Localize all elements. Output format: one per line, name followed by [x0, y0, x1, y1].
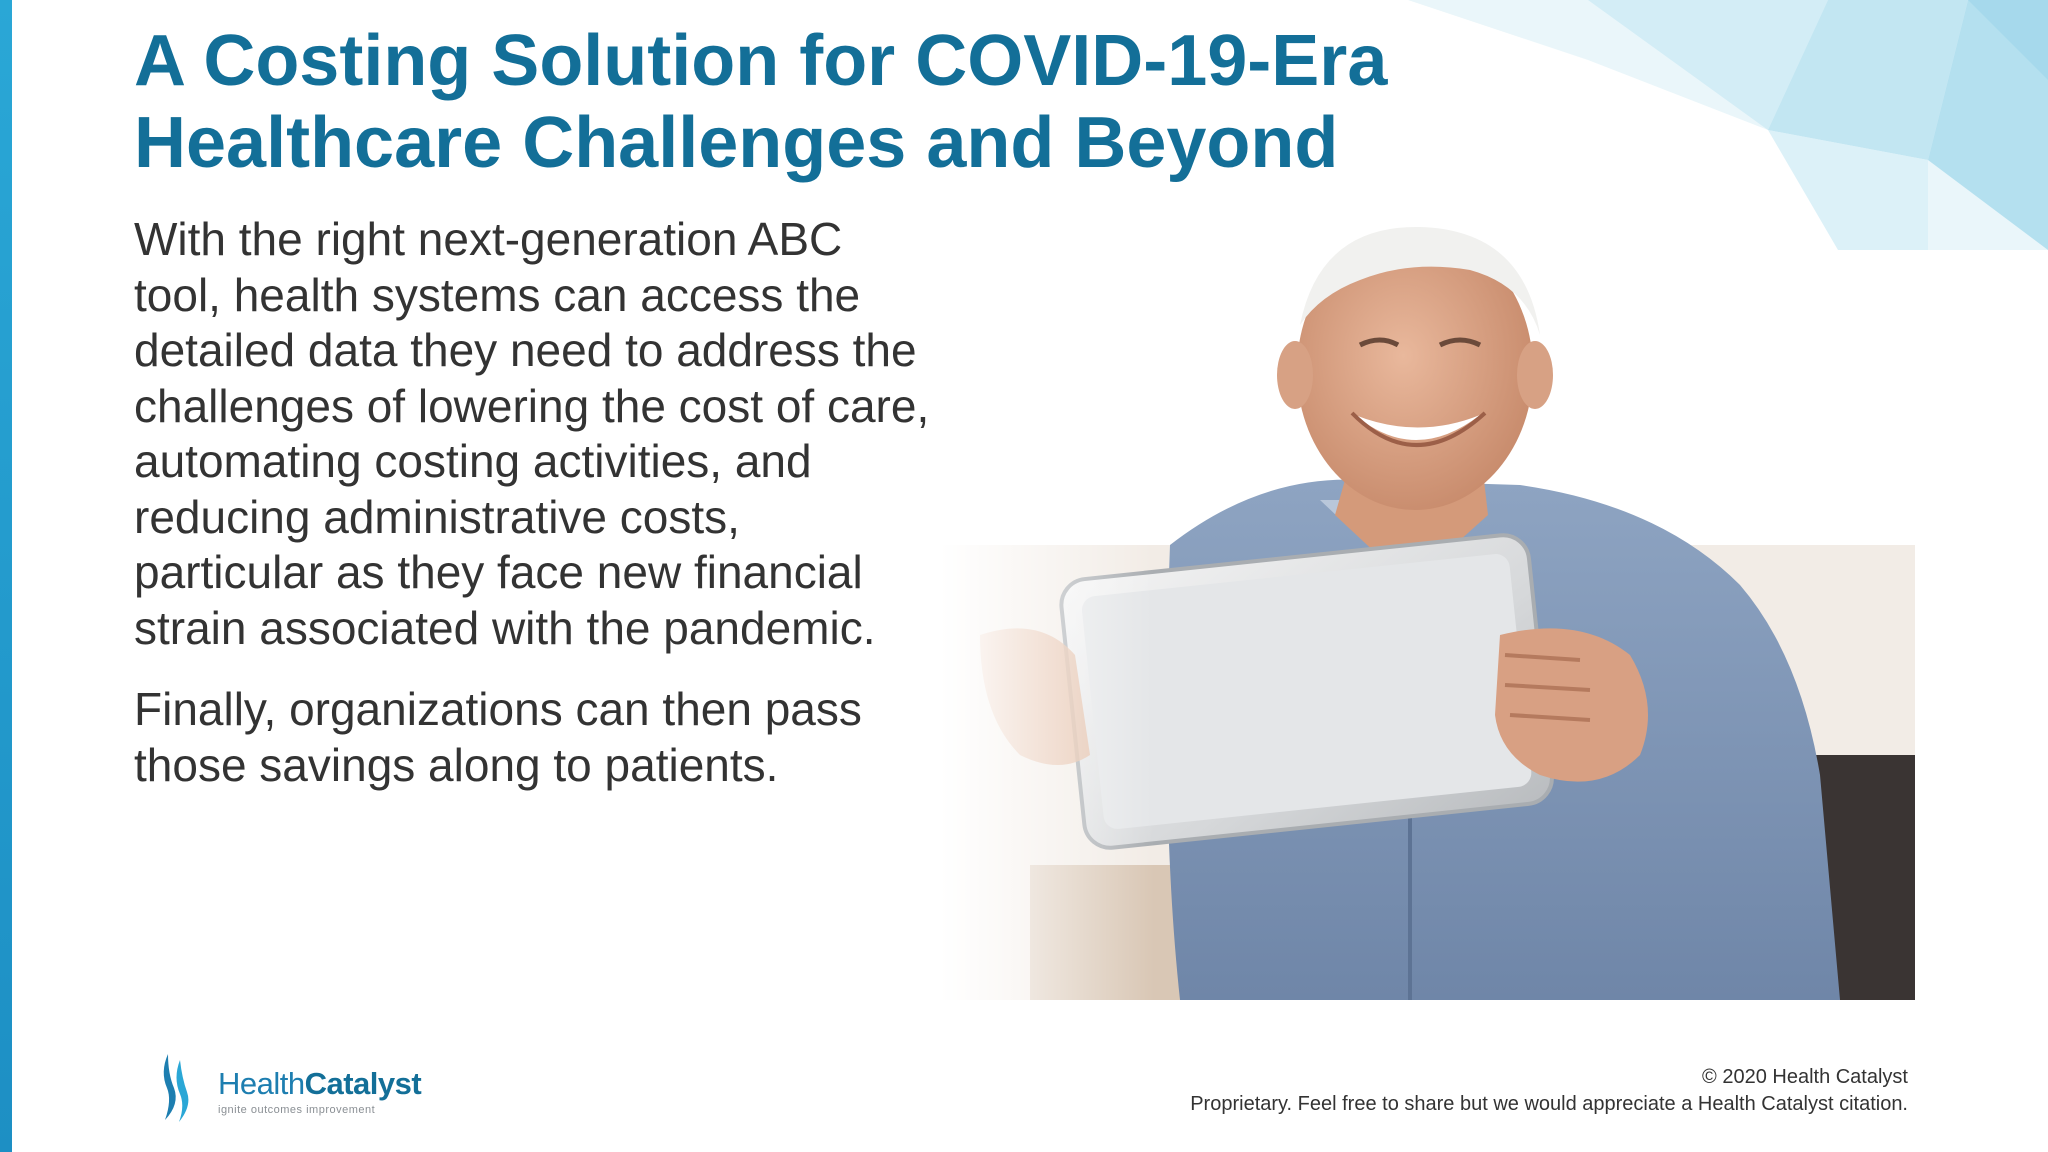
paragraph-1-line: detailed data they need to address the — [134, 324, 917, 376]
logo-tagline: ignite outcomes improvement — [218, 1104, 376, 1116]
slide-title — [134, 20, 1534, 184]
paragraph-2-line: Finally, organizations can then pass — [134, 683, 862, 735]
body-text — [134, 212, 1054, 793]
body-paragraph-2 — [134, 682, 1054, 793]
left-accent-bar — [0, 0, 12, 1152]
logo-word-health: Health — [218, 1066, 305, 1101]
footer-copyright: © 2020 Health Catalyst — [1702, 1066, 1908, 1088]
slide-title-line-1: A Costing Solution for COVID-19-Era — [134, 21, 1388, 101]
paragraph-1-line: reducing administrative costs, — [134, 490, 740, 543]
paragraph-1-line: particular as they face new financial — [134, 546, 863, 598]
logo-word-catalyst: Catalyst — [304, 1066, 422, 1101]
paragraph-1-line: With the right next-generation ABC — [134, 213, 843, 265]
slide-title-line-2: Healthcare Challenges and Beyond — [134, 103, 1339, 183]
senior-man-with-tablet-photo — [940, 215, 1915, 1000]
body-paragraph-1 — [134, 212, 1054, 656]
paragraph-1-line: automating costing activities, and — [134, 435, 812, 487]
paragraph-2-line: those savings along to patients. — [134, 738, 779, 791]
logo-wordmark — [218, 1066, 421, 1102]
footer-proprietary-notice: Proprietary. Feel free to share but we would appreciate a Health Catalyst citation. — [1190, 1093, 1908, 1115]
footer-notice — [1190, 1064, 1908, 1118]
flame-logo-icon — [160, 1050, 190, 1124]
health-catalyst-logo — [160, 1050, 470, 1128]
paragraph-1-line: tool, health systems can access the — [134, 268, 861, 321]
paragraph-1-line: challenges of lowering the cost of care, — [134, 379, 930, 432]
paragraph-1-line: strain associated with the pandemic. — [134, 601, 876, 654]
